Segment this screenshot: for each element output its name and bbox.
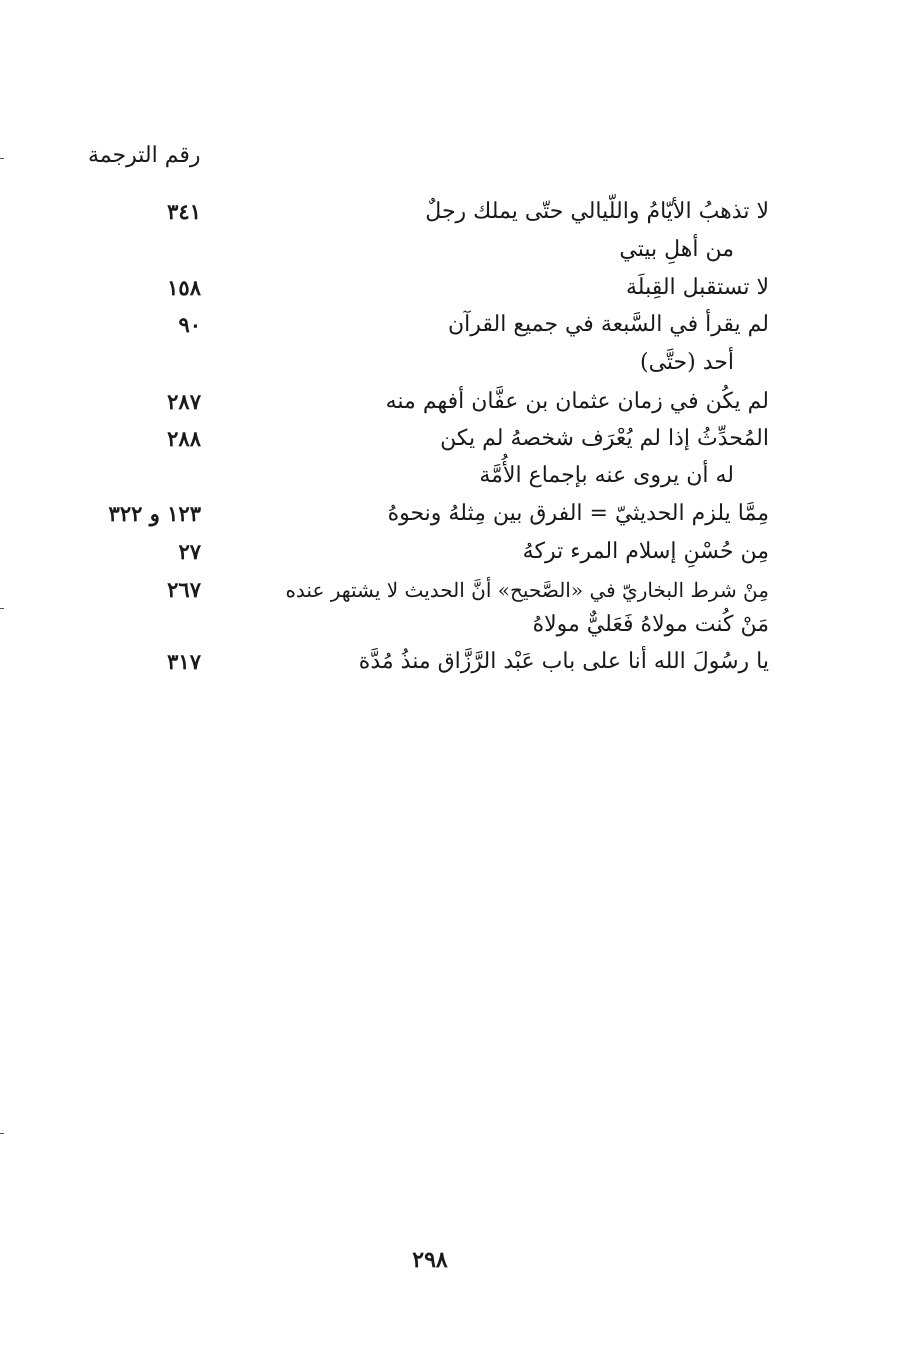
scan-edge-mark xyxy=(0,608,4,609)
entry-number: ٣١٧ xyxy=(167,649,201,674)
index-entry xyxy=(0,607,919,643)
entry-text: أحد (حتَّى) xyxy=(640,350,734,375)
entry-text: مِنْ شرط البخاريّ في «الصَّحيح» أنَّ الحديث لا يشتهر عنده xyxy=(285,578,769,602)
index-entry xyxy=(0,307,919,343)
page-number: ٢٩٨ xyxy=(412,1247,448,1273)
index-entry xyxy=(0,421,919,457)
column-heading: رقم الترجمة xyxy=(88,143,201,168)
index-entry xyxy=(0,270,919,306)
index-entry-continuation xyxy=(0,345,919,381)
entry-number: ٢٦٧ xyxy=(167,577,201,602)
index-entry xyxy=(0,534,919,570)
entry-text: يا رسُولَ الله أنا على باب عَبْد الرَّزَّاق منذُ مُدَّة xyxy=(358,649,769,674)
entry-number: ٣٤١ xyxy=(167,199,201,224)
entry-number: ٢٧ xyxy=(178,539,201,564)
entry-text: له أن يروى عنه بإجماع الأُمَّة xyxy=(479,463,734,488)
entry-text: المُحدِّثُ إذا لم يُعْرَف شخصهُ لم يكن xyxy=(440,426,769,451)
entry-text: مَنْ كُنت مولاهُ فَعَليٌّ مولاهُ xyxy=(532,612,769,637)
entry-text: لا تذهبُ الأيّامُ واللّيالي حتّى يملك رجلٌ xyxy=(425,199,769,224)
index-entry xyxy=(0,194,919,230)
entry-text: من أهلِ بيتي xyxy=(619,237,734,262)
entry-text: مِمَّا يلزم الحديثيّ = الفرق بين مِثلهُ ونحوهُ xyxy=(387,501,769,526)
entry-text: لا تستقبل القِبلَة xyxy=(625,275,769,300)
scan-edge-mark xyxy=(0,158,4,159)
entry-number: ٢٨٧ xyxy=(167,389,201,414)
entry-text: مِن حُسْنِ إسلام المرء تركهُ xyxy=(522,539,769,564)
scan-edge-mark xyxy=(0,1133,4,1134)
index-entry xyxy=(0,496,919,532)
index-entry xyxy=(0,384,919,420)
index-entry xyxy=(0,572,919,608)
entry-number: ٢٨٨ xyxy=(167,426,201,451)
entry-text: لم يقرأ في السَّبعة في جميع القرآن xyxy=(447,312,769,337)
entry-number: ٩٠ xyxy=(178,312,201,337)
entry-text: لم يكُن في زمان عثمان بن عفَّان أفهم منه xyxy=(385,389,769,414)
index-entry-continuation xyxy=(0,458,919,494)
index-entry-continuation xyxy=(0,232,919,268)
index-entry xyxy=(0,644,919,680)
entry-number: ١٥٨ xyxy=(167,275,201,300)
entry-number: ١٢٣ و ٣٢٢ xyxy=(108,501,201,526)
